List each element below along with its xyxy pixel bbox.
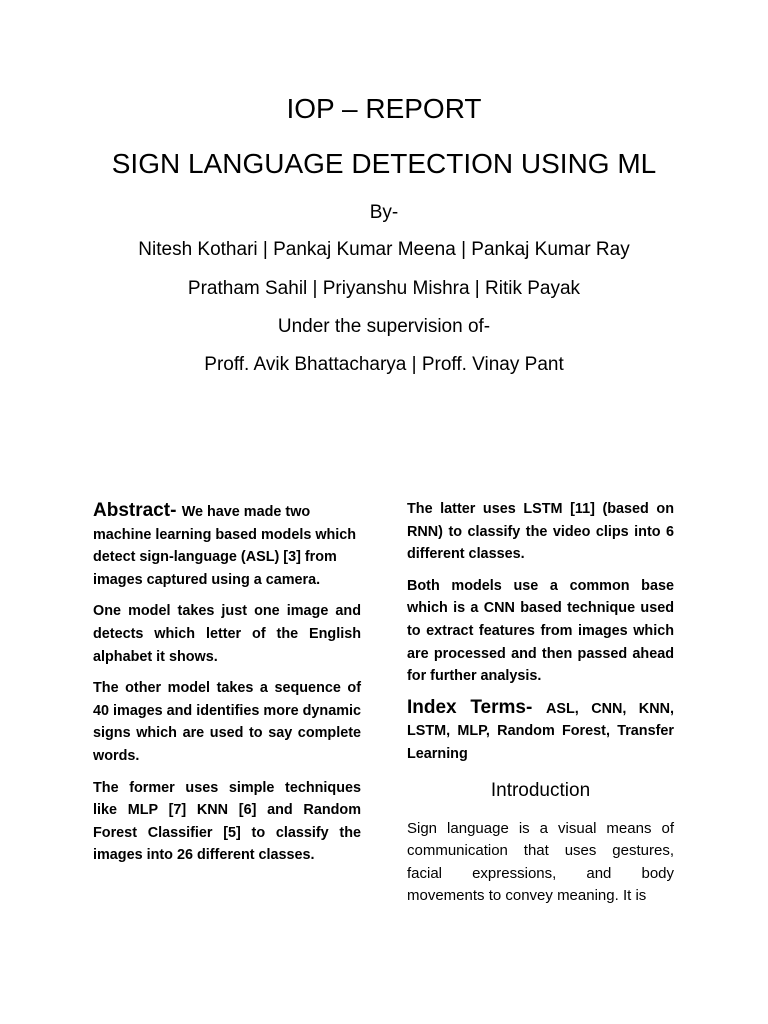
abstract-label	[93, 500, 182, 521]
left-paragraph-2: One model takes just one image and detects which letter of the English alphabet it shows.	[93, 603, 361, 665]
introduction-text: Sign language is a visual means of communication that uses gestures, facial expressions, and body movements to convey meaning. It is	[407, 819, 674, 905]
index-terms-text: ASL, CNN, KNN, LSTM, MLP, Random Forest, Transfer Learning	[407, 700, 674, 762]
supervision-label: Under the supervision of-	[277, 316, 491, 337]
right-paragraph-2: Both models use a common base which is a CNN based technique used to extract features from images which are processed and then passed ahead for further analysis.	[407, 577, 674, 685]
abstract-text: We have made two machine learning based models which detect sign-language (ASL) [3] from images captured using a camera.	[93, 504, 357, 588]
index-terms-label	[407, 697, 546, 718]
right-paragraph-1: The latter uses LSTM [11] (based on RNN) to classify the video clips into 6 different classes.	[407, 501, 674, 563]
right-column	[407, 498, 674, 917]
by-label: By-	[369, 202, 399, 223]
left-paragraph-4: The former uses simple techniques like MLP [7] KNN [6] and Random Forest Classifier [5] to classify the images into 26 different classes.	[93, 779, 361, 864]
report-label: IOP – REPORT	[286, 93, 482, 124]
page-title: SIGN LANGUAGE DETECTION USING ML	[111, 148, 657, 179]
authors-line-1: Nitesh Kothari | Pankaj Kumar Meena | Pankaj Kumar Ray	[138, 239, 630, 260]
index-terms-dash: -	[525, 696, 546, 718]
abstract-dash: -	[170, 500, 182, 521]
left-column	[93, 500, 361, 876]
left-paragraph-3: The other model takes a sequence of 40 images and identifies more dynamic signs which are used to say complete words.	[93, 680, 361, 764]
index-terms-label-text: Index Terms	[407, 696, 526, 718]
authors-line-2: Pratham Sahil | Priyanshu Mishra | Ritik Payak	[187, 278, 581, 299]
abstract-label-text: Abstract	[93, 500, 171, 521]
introduction-heading: Introduction	[490, 779, 591, 801]
index-terms-paragraph	[407, 697, 674, 766]
supervisors: Proff. Avik Bhattacharya | Proff. Vinay Pant	[204, 354, 564, 375]
abstract-paragraph	[93, 500, 361, 591]
